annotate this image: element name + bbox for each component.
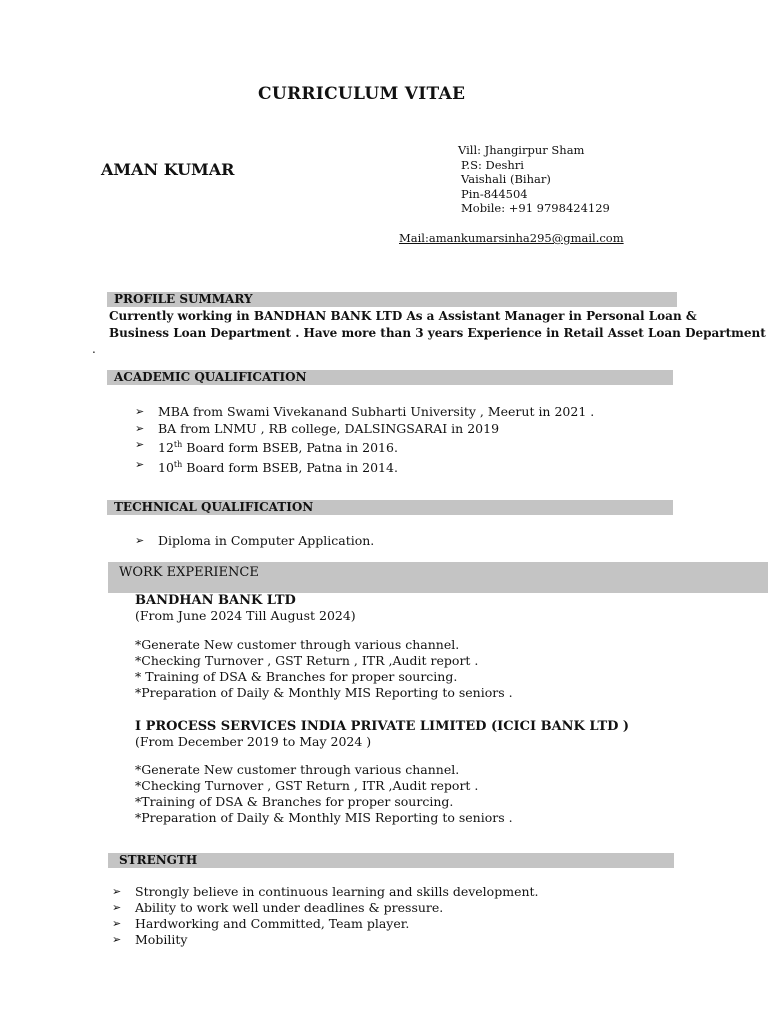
job-duty: *Checking Turnover , GST Return , ITR ,Audit report . xyxy=(135,778,479,793)
list-item: ➢ Hardworking and Committed, Team player. xyxy=(112,916,410,931)
list-item: ➢ MBA from Swami Vivekanand Subharti University , Meerut in 2021 . xyxy=(135,404,595,419)
profile-summary-heading: PROFILE SUMMARY xyxy=(114,292,253,306)
job-duty: *Checking Turnover , GST Return , ITR ,Audit report . xyxy=(135,653,479,668)
arrow-bullet-icon: ➢ xyxy=(135,405,145,418)
address-mobile: Mobile: +91 9798424129 xyxy=(461,201,610,215)
job-company: I PROCESS SERVICES INDIA PRIVATE LIMITED (ICICI BANK LTD ) xyxy=(135,719,630,734)
job-duty: *Generate New customer through various channel. xyxy=(135,637,460,652)
job-duty: *Preparation of Daily & Monthly MIS Reporting to seniors . xyxy=(135,685,513,700)
list-item: ➢ Strongly believe in continuous learning and skills development. xyxy=(112,884,539,899)
job-period: (From June 2024 Till August 2024) xyxy=(135,608,356,623)
email-link[interactable]: Mail:amankumarsinha295@gmail.com xyxy=(399,231,624,245)
academic-list xyxy=(135,404,594,476)
job-period: (From December 2019 to May 2024 ) xyxy=(135,734,372,749)
address-village: Vill: Jhangirpur Sham xyxy=(458,143,585,157)
arrow-bullet-icon: ➢ xyxy=(135,457,145,471)
arrow-bullet-icon: ➢ xyxy=(112,933,122,946)
strength-list xyxy=(112,884,539,948)
academic-heading-bar xyxy=(107,370,673,385)
arrow-bullet-icon: ➢ xyxy=(112,917,122,930)
address-block xyxy=(458,143,610,216)
list-item: ➢ Diploma in Computer Application. xyxy=(135,533,375,548)
arrow-bullet-icon: ➢ xyxy=(135,438,145,451)
job-duty: *Training of DSA & Branches for proper sourcing. xyxy=(135,794,454,809)
job-duties xyxy=(135,637,513,701)
academic-heading: ACADEMIC QUALIFICATION xyxy=(114,370,307,384)
work-experience-heading: WORK EXPERIENCE xyxy=(119,565,259,580)
technical-list xyxy=(135,533,374,550)
job-entry-iprocess xyxy=(135,719,629,826)
list-item: ➢ 12th Board form BSEB, Patna in 2016. xyxy=(135,438,398,456)
strength-heading-bar xyxy=(108,853,674,868)
list-item: ➢ Mobility xyxy=(112,932,188,947)
address-pin: Pin-844504 xyxy=(461,186,528,201)
list-item: ➢ Ability to work well under deadlines & pressure. xyxy=(112,900,444,915)
technical-heading: TECHNICAL QUALIFICATION xyxy=(114,500,314,514)
job-duty: *Preparation of Daily & Monthly MIS Reporting to seniors . xyxy=(135,810,513,825)
stray-dot: . xyxy=(92,342,96,356)
address-district: Vaishali (Bihar) xyxy=(461,172,551,186)
job-duty: *Generate New customer through various channel. xyxy=(135,762,460,777)
arrow-bullet-icon: ➢ xyxy=(135,421,145,435)
job-company: BANDHAN BANK LTD xyxy=(135,593,296,608)
arrow-bullet-icon: ➢ xyxy=(135,534,145,547)
strength-heading: STRENGTH xyxy=(119,853,198,867)
profile-summary-line-2: Business Loan Department . Have more than 3 years Experience in Retail Asset Loan Department xyxy=(109,326,766,340)
arrow-bullet-icon: ➢ xyxy=(112,885,122,898)
list-item: ➢ 10th Board form BSEB, Patna in 2014. xyxy=(135,457,398,475)
profile-summary-heading-bar xyxy=(107,292,677,307)
profile-summary-text xyxy=(109,308,766,342)
arrow-bullet-icon: ➢ xyxy=(112,901,122,914)
work-experience-heading-bar xyxy=(108,562,768,593)
address-police-station: P.S: Deshri xyxy=(461,157,524,172)
list-item: ➢ BA from LNMU , RB college, DALSINGSARAI in 2019 xyxy=(135,420,500,436)
job-duties xyxy=(135,762,629,826)
document-title: CURRICULUM VITAE xyxy=(258,84,466,104)
job-duty: * Training of DSA & Branches for proper sourcing. xyxy=(135,669,458,684)
technical-heading-bar xyxy=(107,500,673,515)
job-entry-bandhan xyxy=(135,593,513,701)
candidate-name: AMAN KUMAR xyxy=(101,160,235,179)
profile-summary-line-1: Currently working in BANDHAN BANK LTD As a Assistant Manager in Personal Loan & xyxy=(109,309,697,323)
